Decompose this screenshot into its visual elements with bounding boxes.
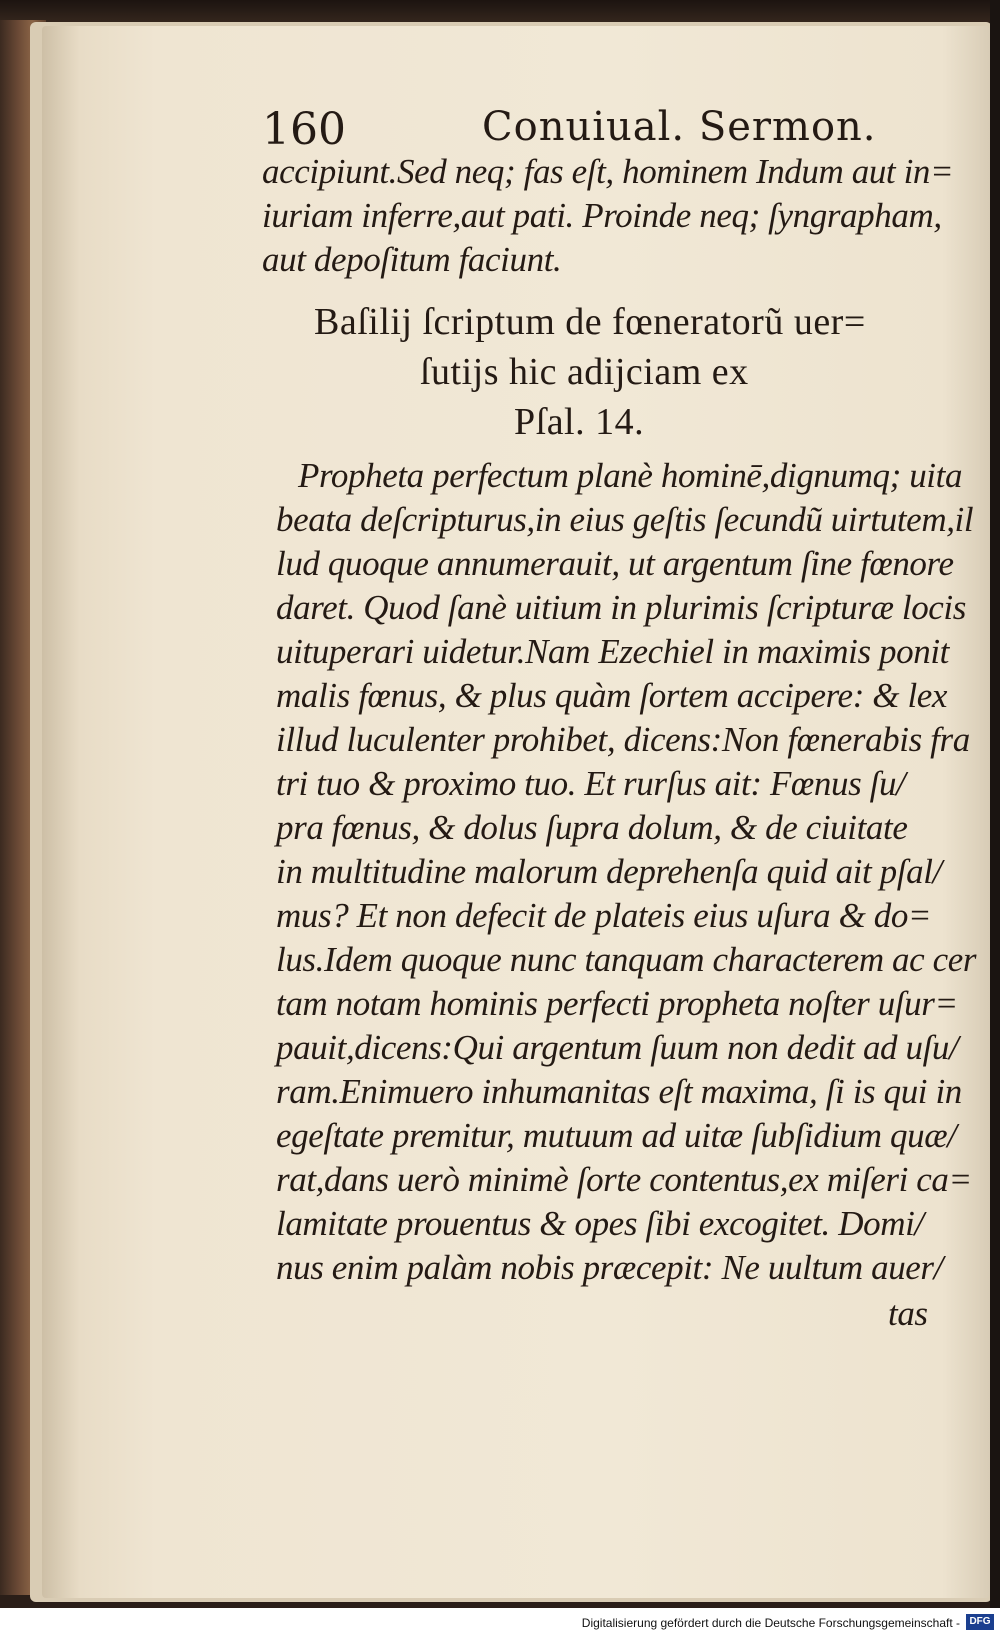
body-line-13: tam notam hominis perfecti propheta noſter uſur= [276,984,958,1023]
body-line-9: pra fœnus, & dolus ſupra dolum, & de ciuitate [276,808,908,847]
body-line-5: uituperari uidetur.Nam Ezechiel in maximis ponit [276,632,949,671]
funding-credit: Digitalisierung gefördert durch die Deutsche Forschungsgemeinschaft - [581,1616,960,1630]
intro-line-2: iuriam inferre,aut pati. Proinde neq; ſyngrapham, [262,196,942,235]
intro-line-1: accipiunt.Sed neq; fas eſt, hominem Indum aut in= [262,152,954,191]
right-margin-shadow [990,0,1000,1608]
footer-bar [0,1608,1000,1640]
body-line-15: ram.Enimuero inhumanitas eſt maxima, ſi is qui in [276,1072,962,1111]
catchword: tas [888,1294,928,1333]
section-heading-line-1: Baſilij ſcriptum de fœneratorũ uer= [314,301,866,343]
dfg-logo: DFG [966,1614,994,1630]
body-line-11: mus? Et non defecit de plateis eius uſura & do= [276,896,932,935]
body-line-14: pauit,dicens:Qui argentum ſuum non dedit ad uſu/ [276,1028,959,1067]
intro-line-3: aut depoſitum faciunt. [262,240,562,279]
body-line-6: malis fœnus, & plus quàm ſortem accipere: & lex [276,676,948,715]
body-line-18: lamitate prouentus & opes ſibi excogitet. Domi/ [276,1204,924,1243]
body-line-1: Propheta perfectum planè hominē,dignumq; uita [298,456,963,495]
body-line-17: rat,dans uerò minimè ſorte contentus,ex miſeri ca= [276,1160,972,1199]
section-heading-line-2: ſutijs hic adijciam ex [420,351,749,393]
body-line-16: egeſtate premitur, mutuum ad uitæ ſubſidium quæ/ [276,1116,957,1155]
body-line-7: illud luculenter prohibet, dicens:Non fœnerabis fra [276,720,970,759]
body-line-10: in multitudine malorum deprehenſa quid ait pſal/ [276,852,942,891]
body-line-2: beata deſcripturus,in eius geſtis ſecundũ uirtutem,il [276,500,974,539]
body-line-4: daret. Quod ſanè uitium in plurimis ſcripturæ locis [276,588,966,627]
body-line-12: lus.Idem quoque nunc tanquam characterem ac cer [276,940,977,979]
page-number: 160 [262,104,346,155]
body-line-3: lud quoque annumerauit, ut argentum ſine fœnore [276,544,954,583]
section-heading-line-3: Pſal. 14. [514,401,645,443]
running-title: Conuiual. Sermon. [482,104,877,150]
body-line-19: nus enim palàm nobis præcepit: Ne uultum auer/ [276,1248,943,1287]
body-line-8: tri tuo & proximo tuo. Et rurſus ait: Fœnus ſu/ [276,764,906,803]
